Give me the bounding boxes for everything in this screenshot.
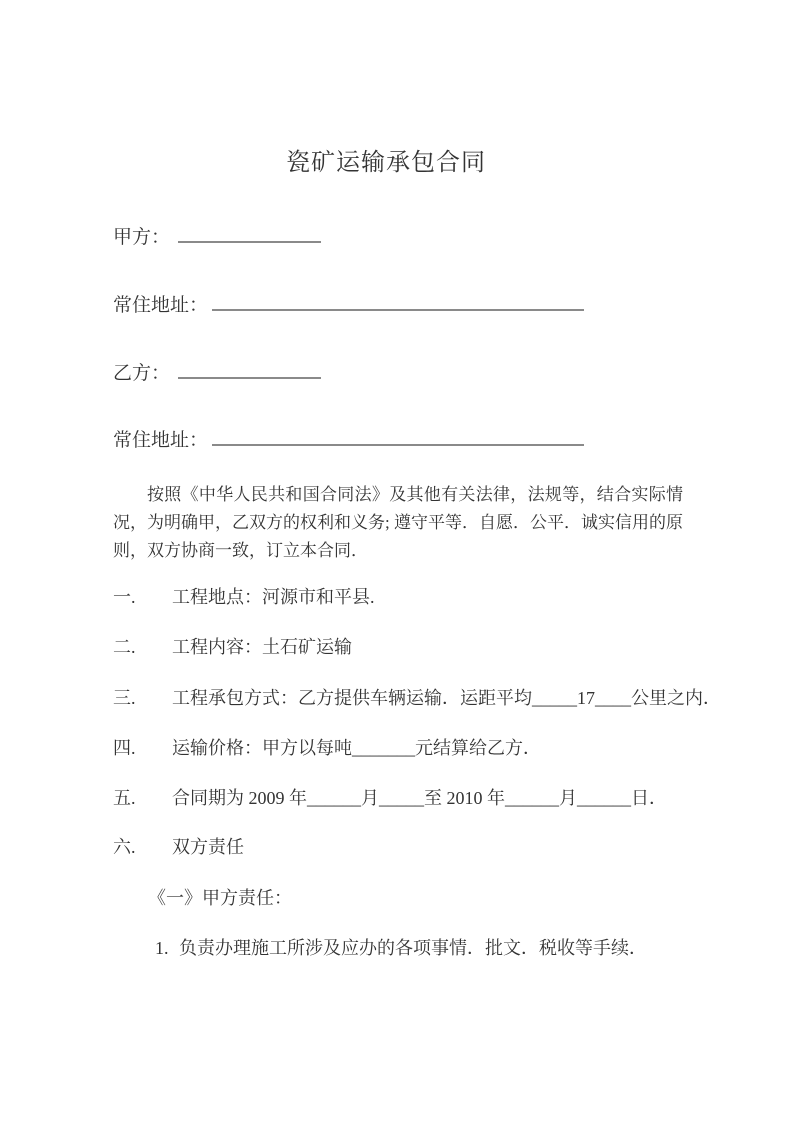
clause-number: 六. bbox=[113, 837, 136, 857]
clause-item-4 bbox=[113, 736, 541, 760]
clause-item-5 bbox=[113, 786, 667, 810]
party-b-address-row bbox=[113, 424, 584, 453]
party-b-address-blank-line bbox=[212, 424, 584, 446]
document-title: 瓷矿运输承包合同 bbox=[286, 150, 486, 176]
clause-text: 合同期为 2009 年______月_____至 2010 年______月______日． bbox=[172, 788, 667, 808]
sub-item-number: 1. bbox=[155, 938, 169, 958]
clause-text: 运输价格：甲方以每吨_______元结算给乙方． bbox=[172, 738, 541, 758]
subsection-heading: 《一》甲方责任： bbox=[148, 888, 292, 908]
party-a-label: 甲方： bbox=[113, 227, 171, 248]
clause-number: 五. bbox=[113, 788, 136, 808]
party-b-row bbox=[113, 357, 321, 386]
clause-number: 三. bbox=[113, 688, 136, 708]
party-b-address-label: 常住地址： bbox=[113, 430, 209, 451]
clause-text: 双方责任 bbox=[172, 837, 244, 857]
party-a-address-label: 常住地址： bbox=[113, 295, 209, 316]
sub-item-text: 负责办理施工所涉及应办的各项事情．批文．税收等手续． bbox=[179, 938, 647, 958]
party-a-address-blank-line bbox=[212, 289, 584, 311]
clause-number: 一. bbox=[113, 587, 136, 607]
clause-number: 二. bbox=[113, 637, 136, 657]
party-a-row bbox=[113, 221, 321, 250]
clause-number: 四. bbox=[113, 738, 136, 758]
party-b-label: 乙方： bbox=[113, 363, 171, 384]
clause-text: 工程地点：河源市和平县. bbox=[172, 587, 375, 607]
party-a-address-row bbox=[113, 289, 584, 318]
party-a-blank-line bbox=[178, 221, 321, 243]
party-b-blank-line bbox=[178, 357, 321, 379]
clause-item-3 bbox=[113, 686, 721, 710]
clause-item-6 bbox=[113, 835, 244, 859]
clause-text: 工程承包方式：乙方提供车辆运输．运距平均_____17____公里之内． bbox=[172, 688, 721, 708]
clause-text: 工程内容：土石矿运输 bbox=[172, 637, 352, 657]
sub-item-1 bbox=[155, 936, 647, 960]
clause-item-1 bbox=[113, 585, 375, 609]
clause-item-2 bbox=[113, 635, 352, 659]
preamble-paragraph: 按照《中华人民共和国合同法》及其他有关法律，法规等，结合实际情况，为明确甲，乙双方的权利和义务; 遵守平等．自愿．公平．诚实信用的原则，双方协商一致，订立本合同． bbox=[113, 485, 683, 560]
